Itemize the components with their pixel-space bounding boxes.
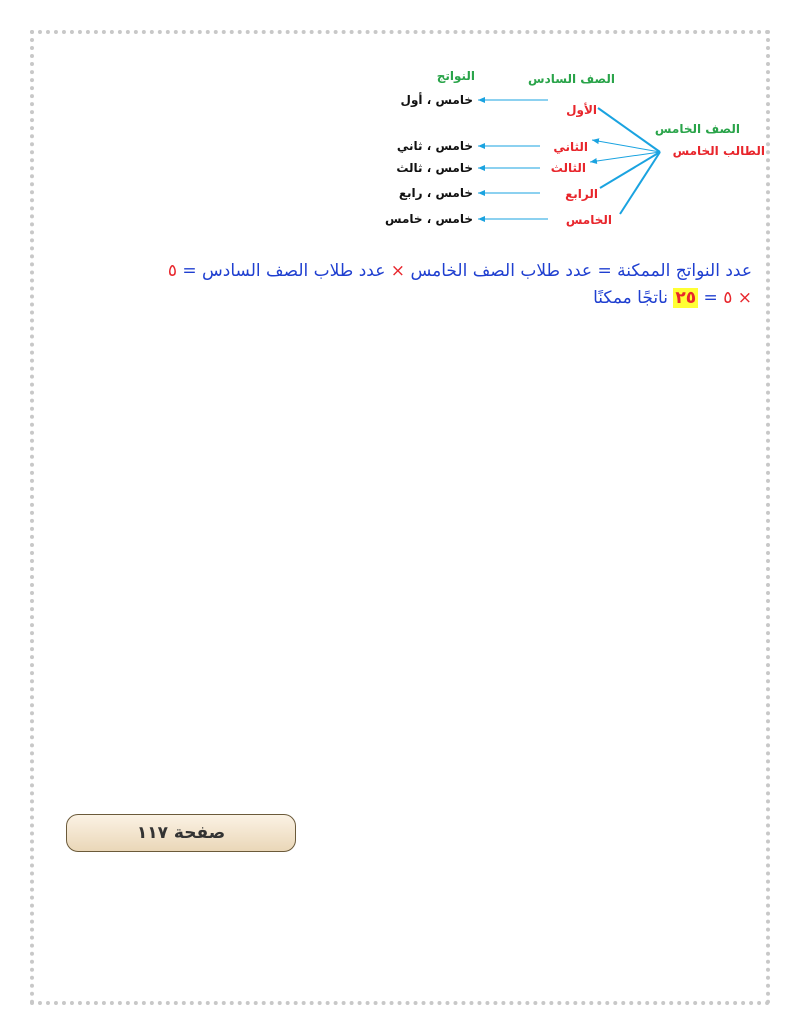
branch-label: الخامس	[565, 213, 612, 227]
branch-label: الثاني	[553, 140, 588, 154]
outcomes-title: النواتج	[436, 69, 475, 83]
equation-line-2	[32, 285, 752, 312]
times-sign: ×	[737, 288, 752, 308]
times-sign: ×	[390, 261, 406, 281]
page-number-box	[66, 814, 296, 852]
equation-line-1	[32, 258, 752, 285]
branch-line	[590, 152, 660, 162]
branch-line	[592, 140, 660, 152]
branch-label: الثالث	[550, 161, 586, 175]
equation-part: عدد النواتج الممكنة = عدد طلاب الصف الخامس	[410, 261, 752, 281]
branch-lines	[590, 108, 660, 214]
branch-line	[600, 152, 660, 188]
number-five: ٥	[723, 288, 733, 308]
equals-sign: =	[703, 288, 718, 308]
result-highlight: ٢٥	[675, 288, 697, 308]
equation-text	[32, 258, 752, 312]
outcome-label: خامس ، ثاني	[396, 139, 473, 153]
unit-text: ناتجًا ممكنًا	[593, 288, 668, 308]
outcome-label: خامس ، خامس	[384, 212, 473, 226]
outcome-label: خامس ، رابع	[398, 186, 473, 200]
number-five: ٥	[167, 261, 177, 281]
outcome-arrows	[478, 100, 548, 219]
branch-line	[620, 152, 660, 214]
tree-diagram	[0, 0, 800, 240]
branch-label: الأول	[566, 103, 597, 117]
grade5-student: الطالب الخامس	[672, 144, 765, 158]
equation-part: عدد طلاب الصف السادس =	[182, 261, 386, 281]
outcome-label: خامس ، ثالث	[396, 161, 473, 175]
grade5-title: الصف الخامس	[654, 122, 740, 136]
outcome-label: خامس ، أول	[400, 93, 473, 107]
branch-line	[598, 108, 660, 152]
branch-label: الرابع	[565, 187, 598, 201]
grade6-title: الصف السادس	[528, 72, 615, 86]
page-number-label: صفحة ١١٧	[136, 823, 226, 843]
